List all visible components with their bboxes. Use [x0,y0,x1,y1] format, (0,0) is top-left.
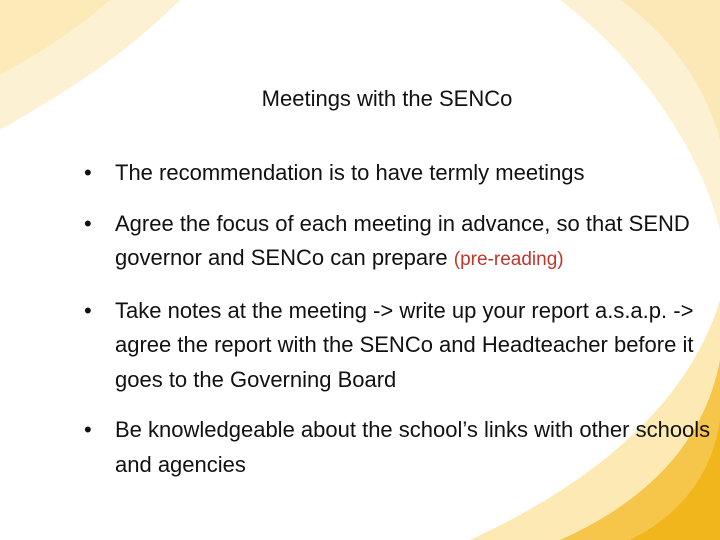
bullet-text: Take notes at the meeting -> write up your report a.s.a.p. -> agree the report with the SENCo and Headteacher before it goes to the Governing Board [115,297,694,392]
bullet-text: The recommendation is to have termly meetings [115,160,585,185]
bullet-list [84,156,714,482]
slide-title: Meetings with the SENCo [261,86,513,111]
bullet-text: Be knowledgeable about the school’s links with other schools and agencies [115,417,711,477]
bullet-item [84,207,714,278]
bullet-item [84,413,714,482]
bullet-dot: • [84,417,92,442]
bullet-dot: • [84,210,92,236]
bullet-item [84,156,714,191]
bullet-dot: • [84,297,92,323]
bullet-accent-text: (pre-reading) [453,249,564,270]
bullet-item [84,294,714,398]
bullet-dot: • [84,160,92,185]
bullet-text: Agree the focus of each meeting in advance, so that SEND governor and SENCo can prepare [115,210,690,270]
